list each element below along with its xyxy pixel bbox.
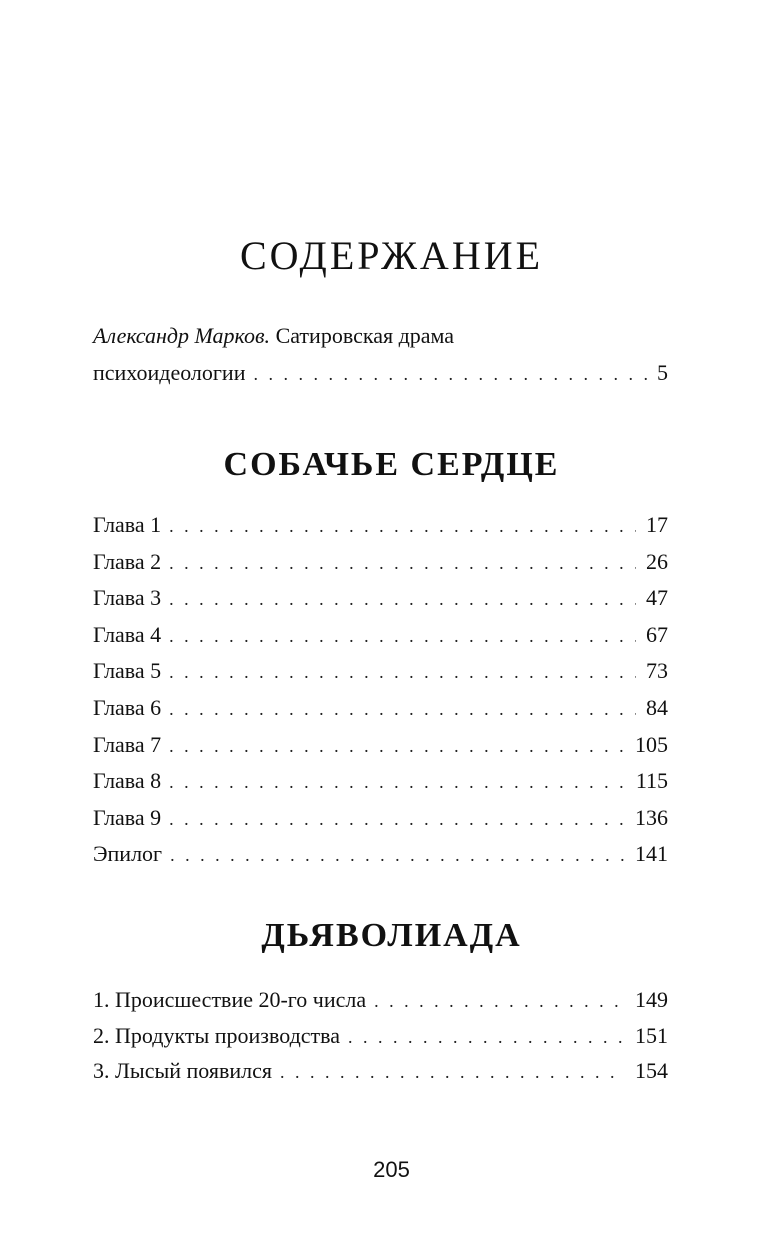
toc-list xyxy=(93,510,668,876)
toc-entry xyxy=(93,510,668,547)
dot-leader xyxy=(169,657,636,687)
dot-leader xyxy=(169,584,636,614)
section-title: ДЬЯВОЛИАДА xyxy=(261,917,522,954)
entry-page: 151 xyxy=(635,1022,668,1048)
entry-page: 17 xyxy=(646,512,668,537)
section-title: СОБАЧЬЕ СЕРДЦЕ xyxy=(223,446,560,483)
intro-author: Александр Марков. xyxy=(93,323,271,348)
toc-entry xyxy=(93,583,668,620)
entry-page: 105 xyxy=(635,731,668,757)
toc-entry xyxy=(93,730,668,767)
entry-label: 1. Происшествие 20-го числа xyxy=(93,987,367,1012)
toc-entry xyxy=(93,985,668,1021)
entry-page: 154 xyxy=(635,1058,668,1083)
entry-label: Глава 9 xyxy=(93,804,162,830)
toc-entry xyxy=(93,656,668,693)
toc-entry xyxy=(93,547,668,584)
entry-label: Глава 1 xyxy=(93,512,162,537)
dot-leader xyxy=(169,767,626,797)
toc-list xyxy=(93,985,668,1092)
entry-label: Глава 7 xyxy=(93,731,162,757)
toc-entry xyxy=(93,1056,668,1092)
toc-entry xyxy=(93,693,668,730)
toc-entry xyxy=(93,803,668,840)
intro-page-number: 5 xyxy=(657,360,668,385)
dot-leader xyxy=(169,511,636,541)
entry-label: Глава 8 xyxy=(93,768,162,794)
entry-page: 136 xyxy=(635,804,668,830)
entry-label: Эпилог xyxy=(93,841,163,867)
toc-entry xyxy=(93,766,668,803)
intro-entry-line1 xyxy=(93,323,668,349)
entry-label: Глава 5 xyxy=(93,658,162,684)
dot-leader xyxy=(374,986,625,1016)
entry-page: 67 xyxy=(646,621,668,647)
entry-page: 115 xyxy=(635,768,668,794)
intro-entry-line2 xyxy=(93,360,668,386)
toc-entry xyxy=(93,839,668,876)
entry-label: 2. Продукты производства xyxy=(93,1022,341,1048)
entry-page: 47 xyxy=(646,585,668,611)
entry-page: 26 xyxy=(646,548,668,574)
entry-label: 3. Лысый появился xyxy=(93,1058,273,1083)
entry-page: 149 xyxy=(635,987,668,1012)
dot-leader xyxy=(169,621,636,651)
entry-page: 73 xyxy=(646,658,668,684)
dot-leader xyxy=(169,694,636,724)
entry-label: Глава 2 xyxy=(93,548,162,574)
entry-label: Глава 3 xyxy=(93,585,162,611)
dot-leader xyxy=(169,731,625,761)
entry-page: 84 xyxy=(646,694,668,720)
dot-leader xyxy=(170,840,625,870)
dot-leader xyxy=(169,804,625,834)
intro-title-part1: Сатировская драма xyxy=(275,323,455,348)
toc-entry xyxy=(93,620,668,657)
page-title: СОДЕРЖАНИЕ xyxy=(239,233,544,278)
dot-leader xyxy=(348,1022,625,1052)
dot-leader xyxy=(169,548,636,578)
page-number: 205 xyxy=(373,1157,410,1182)
dot-leader xyxy=(280,1057,625,1087)
intro-title-part2: психоидеологии xyxy=(93,360,246,385)
entry-page: 141 xyxy=(635,841,668,867)
toc-entry xyxy=(93,1021,668,1057)
entry-label: Глава 4 xyxy=(93,621,162,647)
entry-label: Глава 6 xyxy=(93,694,162,720)
dot-leader xyxy=(253,364,647,385)
